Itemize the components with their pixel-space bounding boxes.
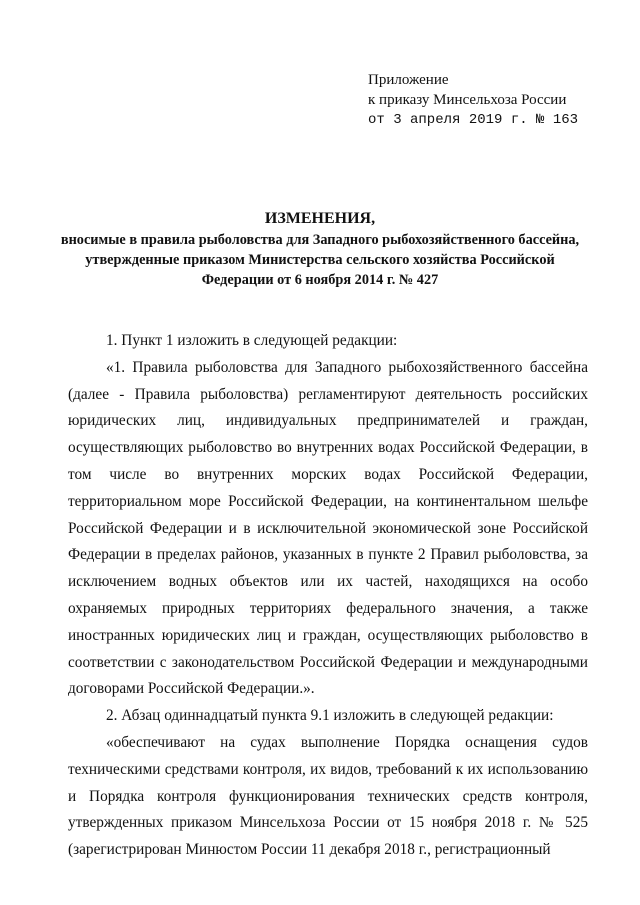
paragraph-item-1-text: «1. Правила рыболовства для Западного рыбохозяйственного бассейна (далее - Правила рыболовства) регламентируют деятельность российских юридических лиц, индивидуальных предпринимателей и граждан, осуществляющих рыболовство во внутренних водах Российской Федерации, в том числе во внутренних морских водах Российской Федерации, территориальном море Российской Федерации, на континентальном шельфе Российской Федерации и в исключительной экономической зоне Российской Федерации в пределах районов, указанных в пункте 2 Правил рыболовства, за исключением водных объектов или их частей, находящихся на особо охраняемых природных территориях федерального значения, а также иностранных юридических лиц и граждан, осуществляющих рыболовство в соответствии с законодательством Российской Федерации и международными договорами Российской Федерации.». <box>68 358 588 698</box>
appendix-block <box>368 70 578 130</box>
appendix-order-ref: к приказу Минсельхоза России <box>368 92 567 108</box>
document-body <box>68 328 588 864</box>
appendix-label: Приложение <box>368 72 449 88</box>
document-heading <box>60 208 580 290</box>
paragraph-item-1: 1. Пункт 1 изложить в следующей редакции: <box>106 332 398 349</box>
document-subtitle: вносимые в правила рыболовства для Западного рыбохозяйственного бассейна, утвержденные приказом Министерства сельского хозяйства Российской Федерации от 6 ноября 2014 г. № 427 <box>60 232 580 288</box>
paragraph-item-2: 2. Абзац одиннадцатый пункта 9.1 изложить в следующей редакции: <box>106 707 554 725</box>
paragraph-item-2-text: «обеспечивают на судах выполнение Порядка оснащения судов техническими средствами контроля, их видов, требований к их использованию и Порядка контроля функционирования технических средств контроля, утвержденных приказом Минсельхоза России от 15 ноября 2018 г. № 525 (зарегистрирован Минюстом России 11 декабря 2018 г., регистрационный <box>68 733 588 859</box>
document-title: ИЗМЕНЕНИЯ, <box>264 210 376 227</box>
appendix-order-date: от 3 апреля 2019 г. № 163 <box>368 112 579 128</box>
